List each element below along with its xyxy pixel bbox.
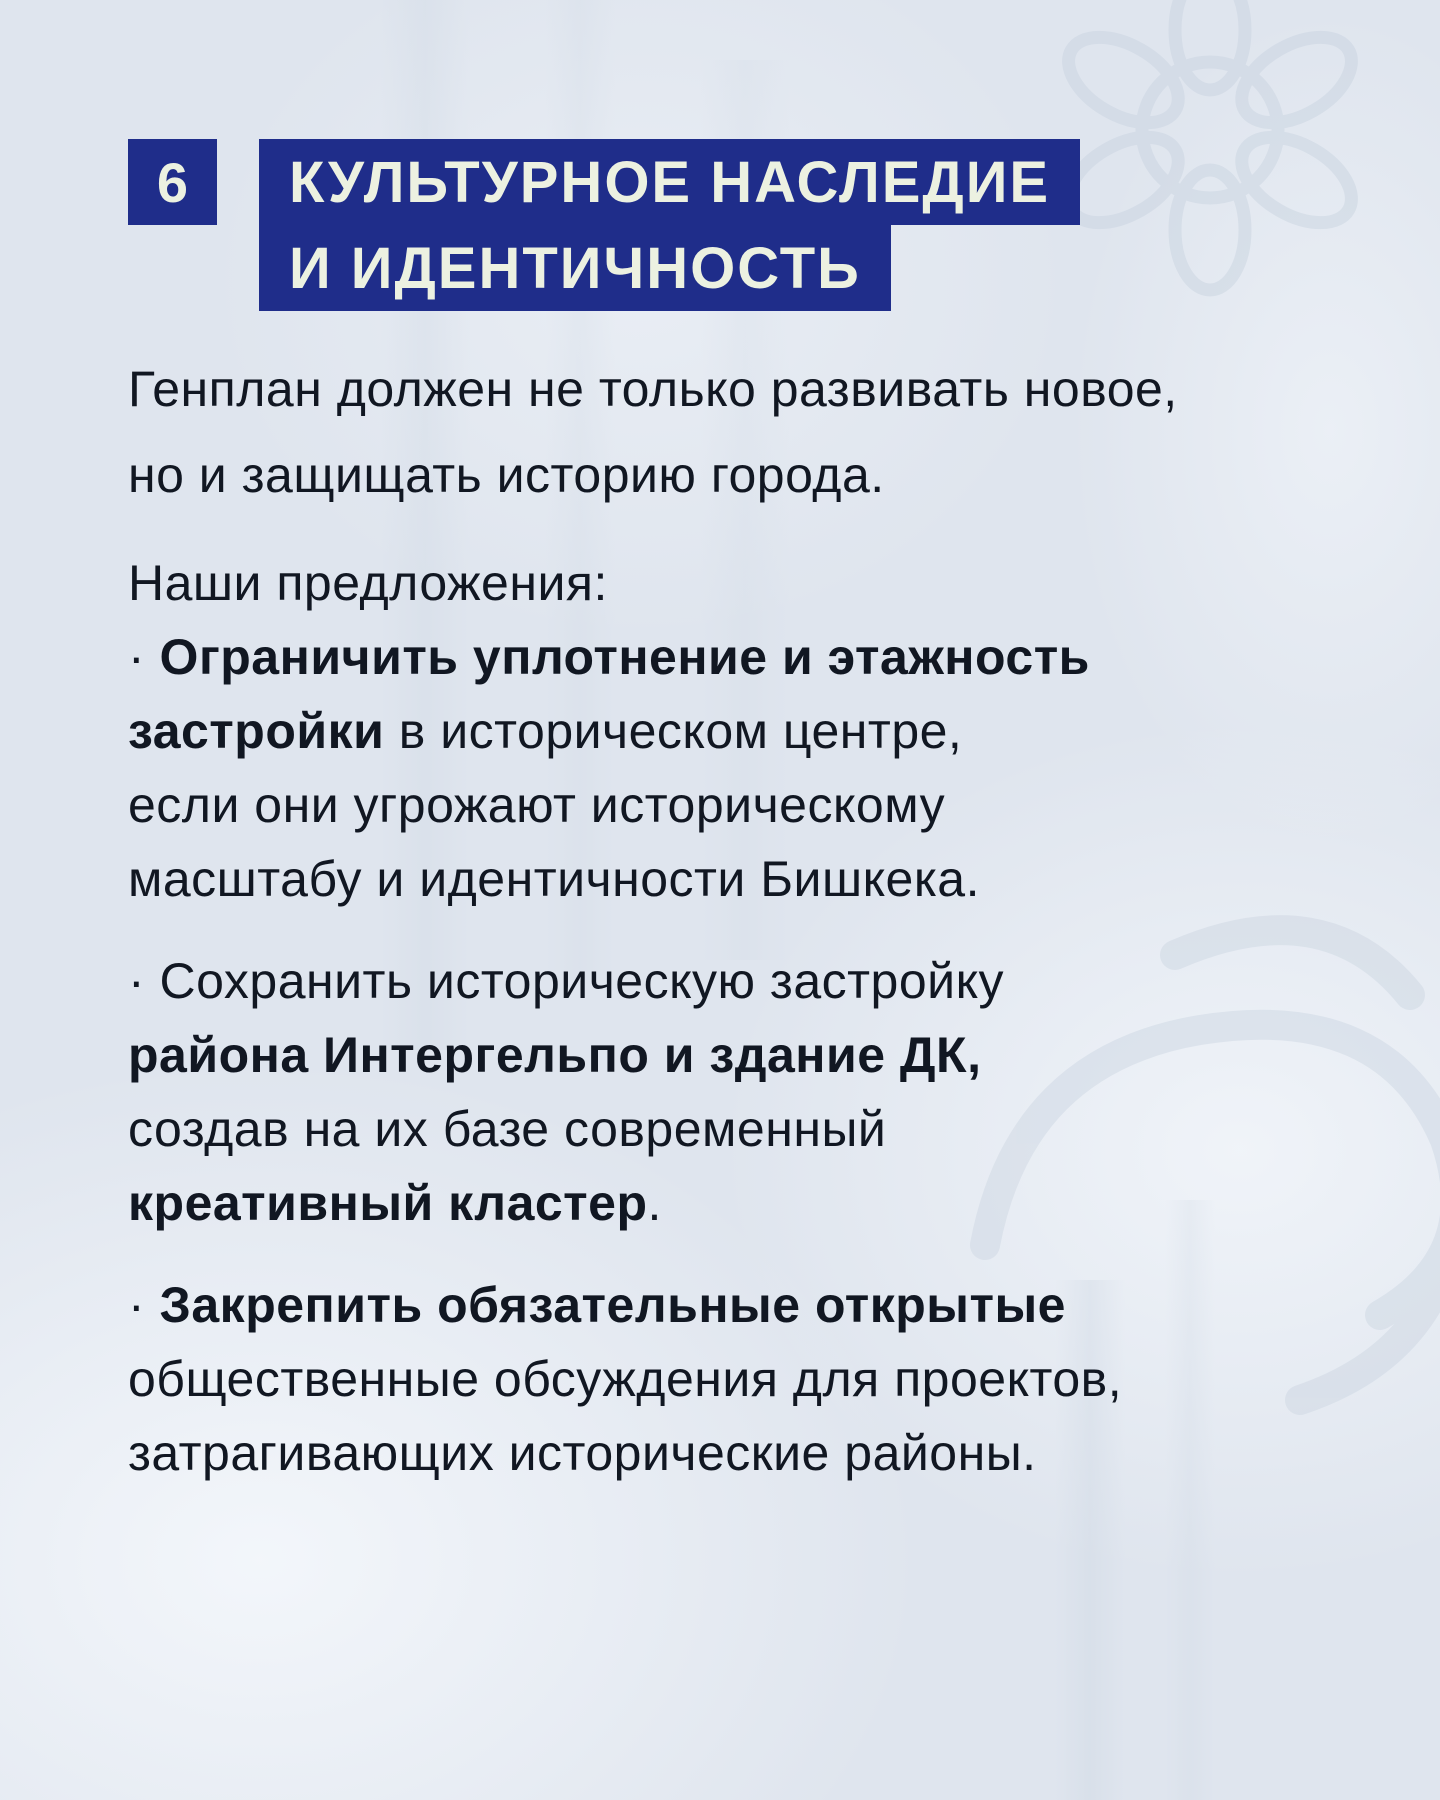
paragraph-proposals — [128, 546, 1440, 916]
text-line — [128, 1018, 1440, 1092]
text-line — [128, 620, 1440, 694]
text-segment: Наши предложения: — [128, 555, 608, 611]
text-segment: затрагивающих исторические районы. — [128, 1425, 1037, 1481]
text-segment-bold: креативный кластер — [128, 1175, 648, 1231]
text-line — [128, 1268, 1440, 1342]
text-line — [128, 1416, 1440, 1490]
text-segment: · — [128, 629, 160, 685]
text-segment-bold: Закрепить обязательные открытые — [159, 1277, 1066, 1333]
text-segment: . — [647, 1175, 662, 1231]
section-title-line-1: КУЛЬТУРНОЕ НАСЛЕДИЕ — [259, 139, 1080, 225]
text-line — [128, 432, 1440, 518]
section-header — [128, 139, 1080, 311]
text-line — [128, 842, 1440, 916]
text-segment: · — [128, 1277, 160, 1333]
section-number-badge: 6 — [128, 139, 217, 225]
text-segment: · Сохранить историческую застройку — [128, 953, 1005, 1009]
text-line — [128, 1166, 1440, 1240]
text-line — [128, 1342, 1440, 1416]
paragraph-intro — [128, 346, 1440, 518]
text-segment: в историческом центре, — [384, 703, 963, 759]
text-segment: но и защищать историю города. — [128, 447, 885, 503]
text-segment-bold: района Интергельпо и здание ДК, — [128, 1027, 982, 1083]
text-line — [128, 1092, 1440, 1166]
text-line — [128, 546, 1440, 620]
paragraph-bullet-preserve-heritage — [128, 944, 1440, 1240]
text-line — [128, 944, 1440, 1018]
text-line — [128, 346, 1440, 432]
body-text — [128, 346, 1440, 1518]
text-segment-bold: застройки — [128, 703, 385, 759]
text-segment: Генплан должен не только развивать новое, — [128, 361, 1178, 417]
text-segment-bold: Ограничить уплотнение и этажность — [159, 629, 1090, 685]
section-title-line-2: И ИДЕНТИЧНОСТЬ — [259, 225, 891, 311]
text-line — [128, 694, 1440, 768]
text-segment: масштабу и идентичности Бишкека. — [128, 851, 981, 907]
text-line — [128, 768, 1440, 842]
text-segment: если они угрожают историческому — [128, 777, 946, 833]
text-segment: создав на их базе современный — [128, 1101, 887, 1157]
paragraph-bullet-public-discussions — [128, 1268, 1440, 1490]
text-segment: общественные обсуждения для проектов, — [128, 1351, 1123, 1407]
section-title — [259, 139, 1080, 311]
